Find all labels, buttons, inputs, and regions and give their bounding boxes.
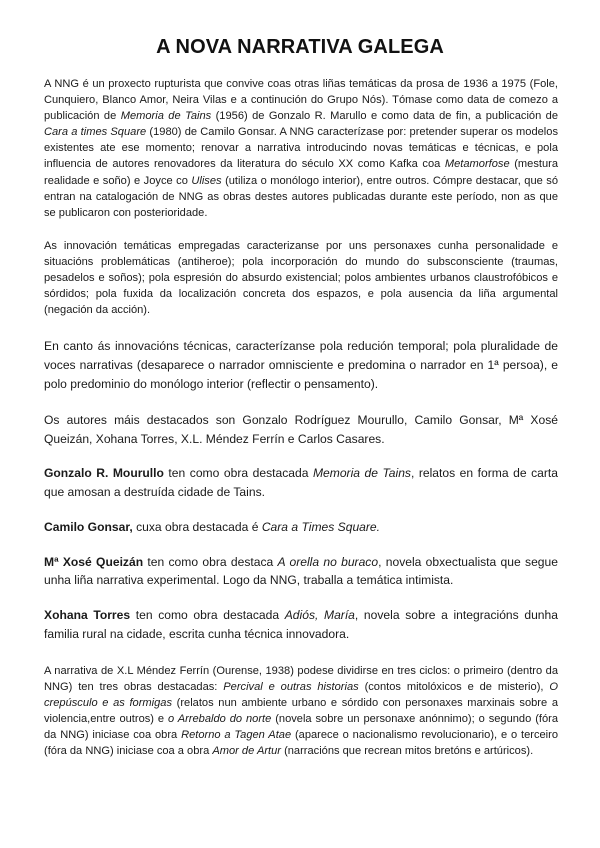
text-run: (aparece o nacionalismo revolucionario), e o terceiro (fóra da NNG) iniciase coa a obra <box>44 729 559 758</box>
paragraph-torres <box>44 606 558 644</box>
paragraph-authors: Os autores máis destacados son Gonzalo Rodríguez Mourullo, Camilo Gonsar, Mª Xosé Queizán, Xohana Torres, X.L. Méndez Ferrín e Carlos Casares. <box>44 412 558 446</box>
author-name: Gonzalo R. Mourullo <box>44 466 164 481</box>
paragraph-queizan <box>44 553 558 591</box>
paragraph-gonsar <box>44 518 558 537</box>
author-name: Mª Xosé Queizán <box>44 554 144 569</box>
text-run: (relatos nun ambiente urbano e sórdido con personaxes marxinais sobre a violencia,entre outros) e <box>44 697 558 726</box>
author-name: Xohana Torres <box>44 608 131 623</box>
text-run: ten como obra destaca <box>143 554 278 569</box>
page-title: A NOVA NARRATIVA GALEGA <box>156 36 444 58</box>
work-title: O crepúsculo e as formigas <box>44 680 558 710</box>
work-title: Ulises <box>191 174 222 187</box>
text-run: (mestura realidade e soño) e Joyce co <box>44 158 558 187</box>
text-run: , relatos en forma de carta que amosan a destruída cidade de Tains. <box>44 466 558 500</box>
work-title: Metamorfose <box>444 158 510 171</box>
text-run: ten como obra destacada <box>130 608 285 623</box>
work-title: Memoria de Tains <box>312 466 411 481</box>
paragraph-mourullo <box>44 464 558 502</box>
work-title: Cara a Times Square. <box>261 519 381 534</box>
text-run: (contos mitolóxicos e de misterio), <box>358 680 550 693</box>
work-title: Cara a times Square <box>44 126 147 139</box>
document-body <box>44 76 558 759</box>
text-run: (narracións que recrean mitos bretóns e artúricos). <box>280 745 534 758</box>
text-run: (utiliza o monólogo interior), entre outros. Cómpre destacar, que só entran na catalogación de NNG as obras destes autores publicadas durante este período, non as que se publicaron con posterioridade. <box>44 174 558 219</box>
text-run: (1956) de Gonzalo R. Marullo e como data de fin, a publicación de <box>211 110 559 123</box>
text-run: A narrativa de X.L Méndez Ferrín (Ourense, 1938) podese dividirse en tres ciclos: o primeiro (dentro da NNG) ten tres obras destacadas: <box>44 664 558 693</box>
work-title: A orella no buraco <box>277 554 379 569</box>
text-run: (novela sobre un personaxe anónnimo); o segundo (fóra da NNG) iniciase coa obra <box>44 713 559 742</box>
work-title: Amor de Artur <box>212 745 281 758</box>
work-title: o Arrebaldo do norte <box>168 713 272 726</box>
text-run: A NNG é un proxecto rupturista que convive coas otras liñas temáticas da prosa de 1936 a 1975 (Fole, Cunquiero, Blanco Amor, Neira Vilas e a continución do Grupo Nós). Tómase como data de comezo a publicación de <box>44 78 558 123</box>
paragraph-ferrin <box>44 663 558 760</box>
author-name: Camilo Gonsar, <box>44 519 133 534</box>
text-run: , novela sobre a integracións dunha familia rural na cidade, escrita cunha técnica innovadora. <box>44 608 558 642</box>
work-title: Adiós, María <box>284 608 355 623</box>
work-title: Percival e outras historias <box>223 680 359 693</box>
text-run: cuxa obra destacada é <box>132 519 262 534</box>
text-run: ten como obra destacada <box>163 466 313 481</box>
work-title: Memoria de Tains <box>120 110 212 123</box>
paragraph-technical-innovations: En canto ás innovacións técnicas, caracterízanse pola redución temporal; pola pluralidade de voces narrativas (desaparece o narrador omnisciente e predomina o narrador en 1ª persoa), e polo predominio do monólogo interior (reflectir o pensamento). <box>44 339 558 391</box>
paragraph-thematic-innovations: As innovación temáticas empregadas caracterizanse por uns personaxes cunha personalidade e situacións problemáticas (antiheroe); pola incorporación do mundo do subsconsciente (traumas, pesadelos e soños); pola espresión do absurdo existencial; polos ambientes urbanos claustrofóbicos e sórdidos; pola fuxida da localización concreta dos espazos, e pola ausencia da liña argumental (negación da acción). <box>44 239 558 317</box>
work-title: Retorno a Tagen Atae <box>181 729 292 742</box>
text-run: , novela obxectualista que segue unha liña narrativa experimental. Logo da NNG, traballa a temática intimista. <box>44 554 558 588</box>
text-run: (1980) de Camilo Gonsar. A NNG caracterízase por: pretender superar os modelos existentes ate ese momento; renovar a narrativa introducindo novas temáticas e técnicas, e pola influencia de autores renovadores da literatura do século XX como Kafka coa <box>44 126 558 171</box>
paragraph-intro <box>44 76 558 221</box>
